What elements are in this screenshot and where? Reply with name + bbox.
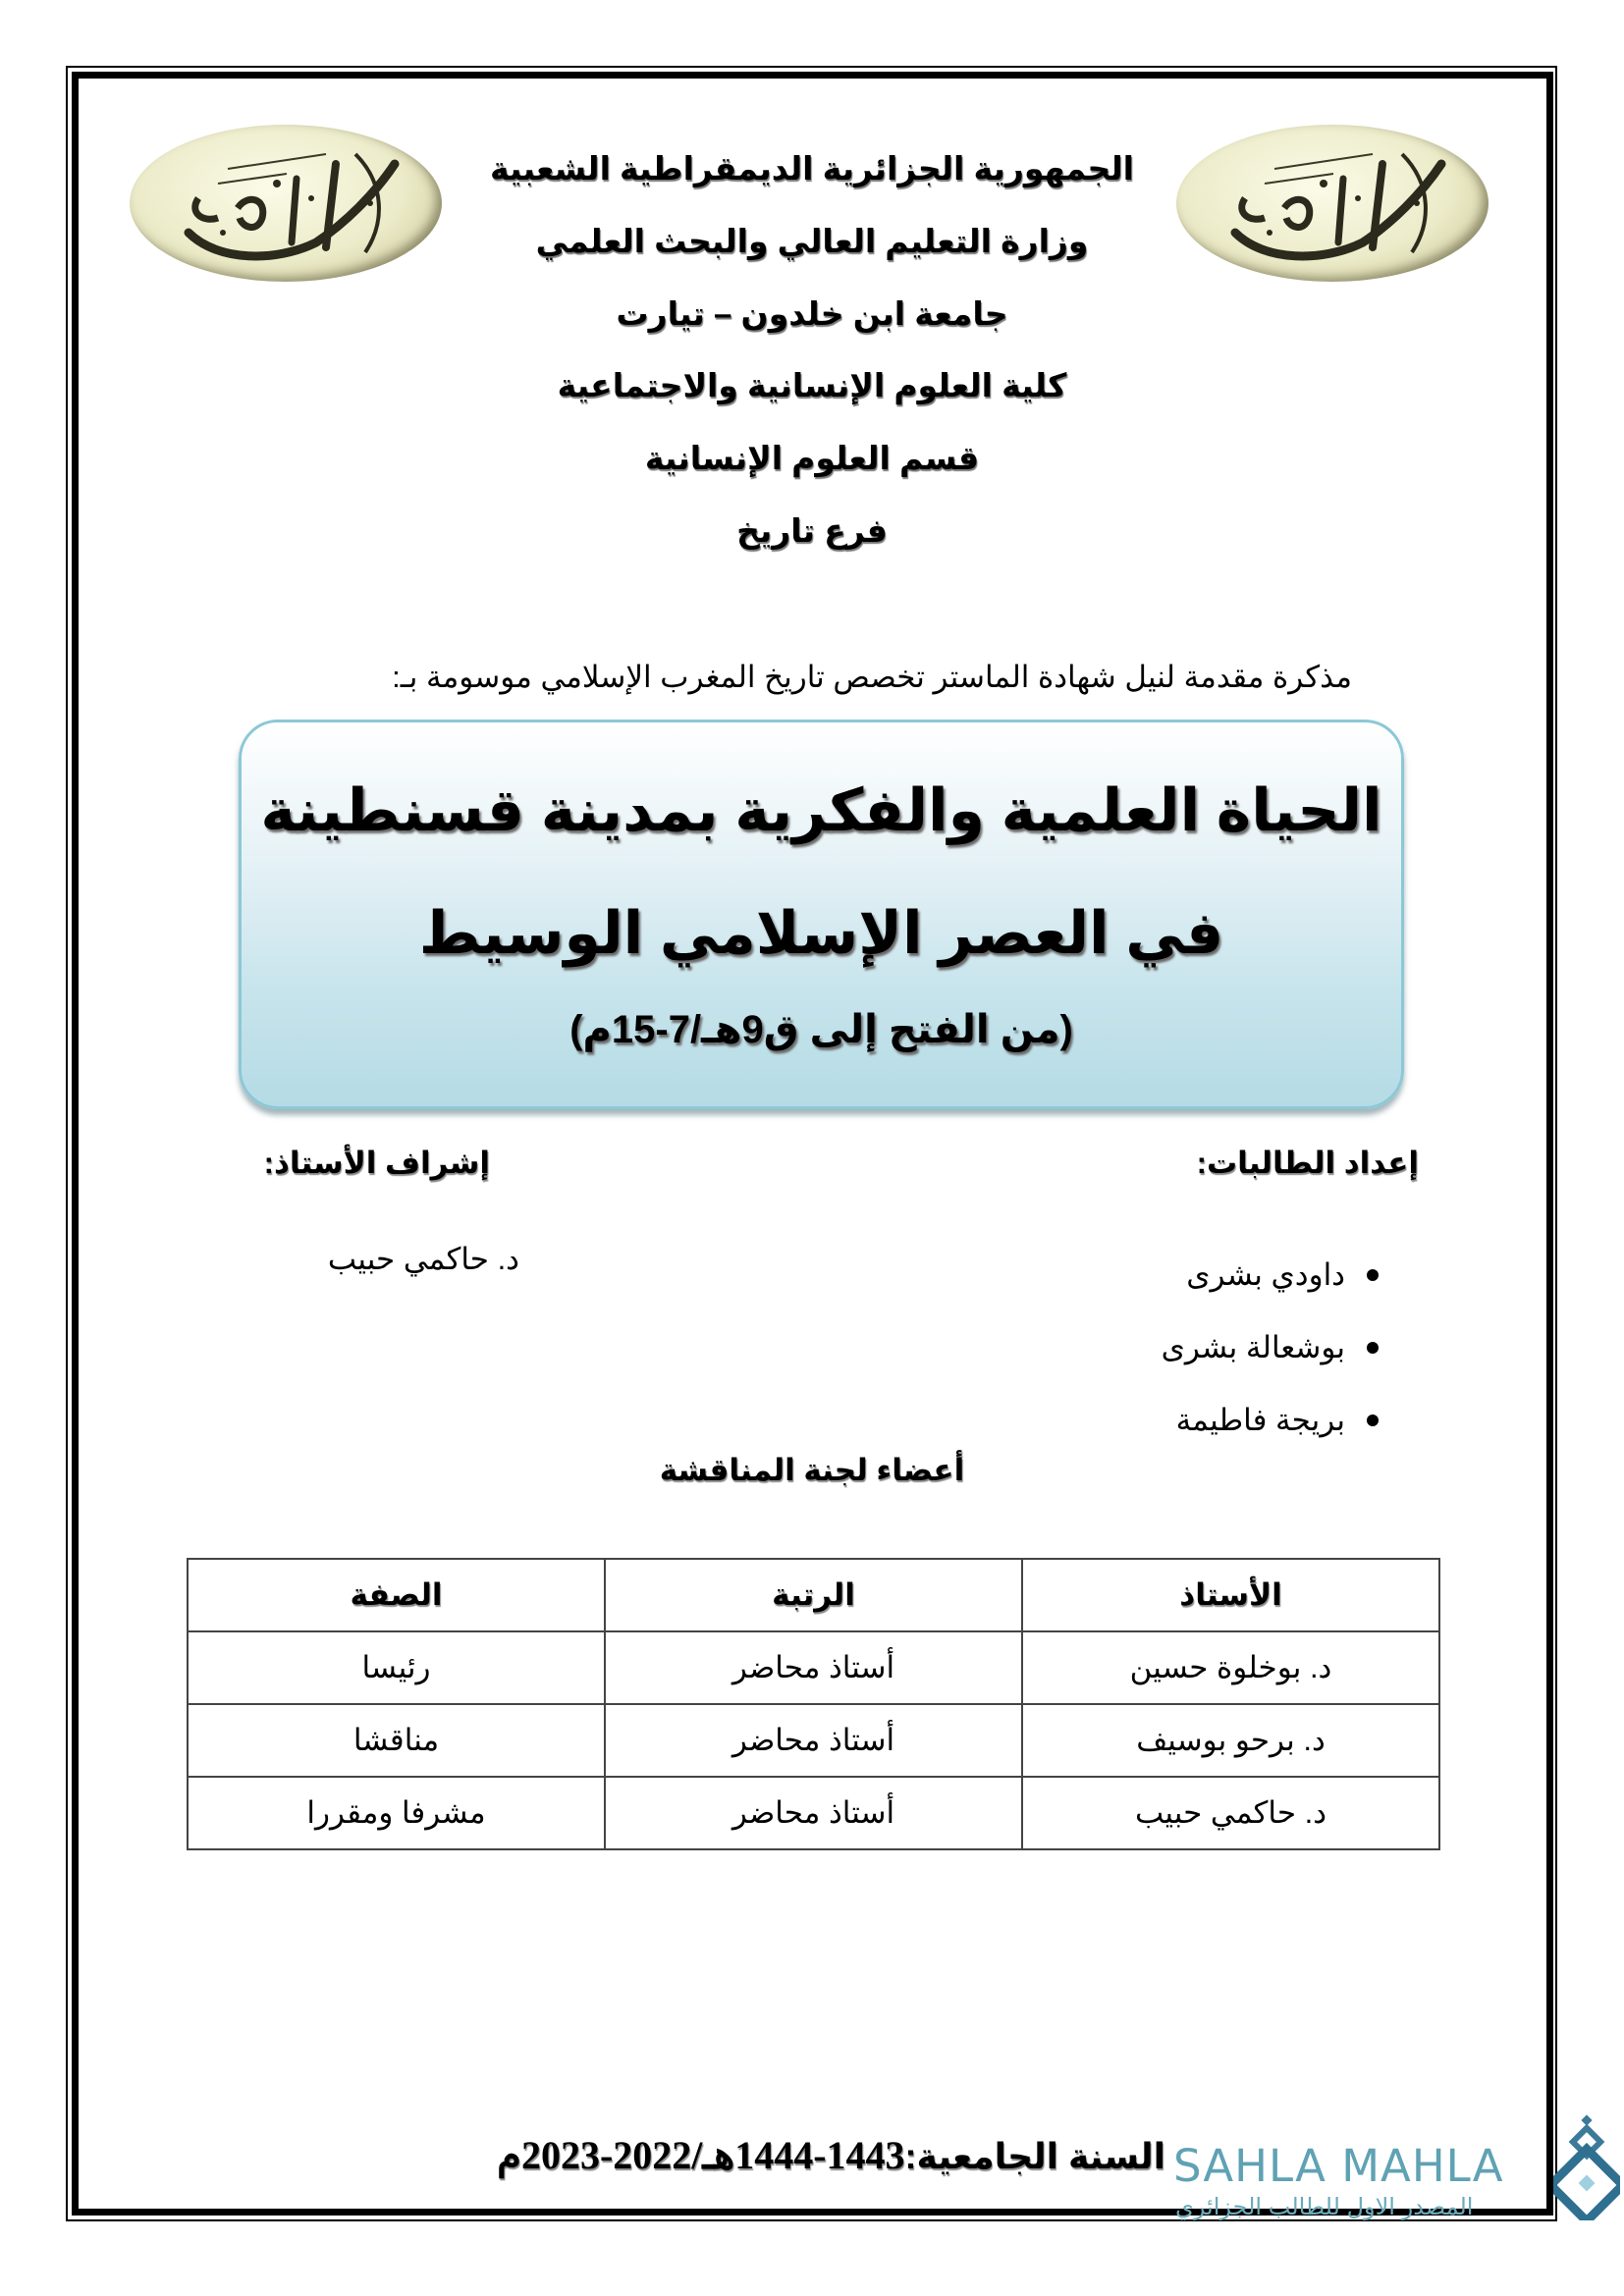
supervisor-name: د. حاكمي حبيب bbox=[327, 1242, 519, 1276]
sahla-mahla-watermark bbox=[1173, 2140, 1566, 2218]
table-row bbox=[188, 1704, 1439, 1777]
bullet-icon bbox=[1367, 1269, 1379, 1281]
cell-rank: أستاذ محاضر bbox=[605, 1631, 1022, 1704]
cell-professor: د. حاكمي حبيب bbox=[1022, 1777, 1439, 1849]
cell-professor: د. بوخلوة حسين bbox=[1022, 1631, 1439, 1704]
header-branch: فرع تاريخ bbox=[736, 512, 888, 549]
committee-table bbox=[187, 1558, 1440, 1850]
watermark-brand: SAHLA MAHLA bbox=[1173, 2140, 1504, 2192]
header-ministry: وزارة التعليم العالي والبحث العلمي bbox=[535, 223, 1089, 259]
bullet-icon bbox=[1367, 1342, 1379, 1354]
column-header-professor: الأستاذ bbox=[1022, 1559, 1439, 1631]
cell-role: رئيسا bbox=[188, 1631, 605, 1704]
student-name: بريجة فاطيمة bbox=[1175, 1403, 1345, 1437]
column-header-rank: الرتبة bbox=[605, 1559, 1022, 1631]
committee-title: أعضاء لجنة المناقشة bbox=[659, 1453, 965, 1487]
academic-year-value: 1443-1444هـ/2022-2023م bbox=[497, 2133, 905, 2177]
header-department: قسم العلوم الإنسانية bbox=[644, 440, 980, 476]
thesis-title-line-2: في العصر الإسلامي الوسيط bbox=[418, 900, 1224, 966]
academic-year-label: السنة الجامعية: bbox=[904, 2136, 1165, 2176]
thesis-title-box bbox=[239, 720, 1404, 1109]
student-name: داودي بشرى bbox=[1186, 1257, 1345, 1292]
table-header-row bbox=[188, 1559, 1439, 1631]
cell-rank: أستاذ محاضر bbox=[605, 1777, 1022, 1849]
cell-professor: د. برحو بوسيف bbox=[1022, 1704, 1439, 1777]
supervisor-label: إشراف الأستاذ: bbox=[263, 1146, 490, 1180]
header-republic: الجمهورية الجزائرية الديمقراطية الشعبية bbox=[490, 150, 1134, 187]
table-row bbox=[188, 1777, 1439, 1849]
cell-role: مناقشا bbox=[188, 1704, 605, 1777]
sahla-mahla-logo-icon bbox=[1553, 2112, 1620, 2220]
column-header-role: الصفة bbox=[188, 1559, 605, 1631]
header-university: جامعة ابن خلدون – تيارت bbox=[616, 295, 1008, 332]
thesis-title-period: (من الفتح إلى ق9هـ/7-15م) bbox=[569, 1008, 1073, 1051]
academic-year bbox=[497, 2132, 1165, 2178]
cell-rank: أستاذ محاضر bbox=[605, 1704, 1022, 1777]
thesis-title-line-1: الحياة العلمية والفكرية بمدينة قسنطينة bbox=[260, 777, 1382, 843]
students-label: إعداد الطالبات: bbox=[1196, 1146, 1419, 1180]
list-item bbox=[1162, 1311, 1379, 1384]
list-item bbox=[1162, 1239, 1379, 1311]
bullet-icon bbox=[1367, 1415, 1379, 1426]
header-faculty: كلية العلوم الإنسانية والاجتماعية bbox=[557, 367, 1067, 403]
table-row bbox=[188, 1631, 1439, 1704]
students-list bbox=[1162, 1239, 1379, 1457]
watermark-tagline: المصدر الاول للطالب الجزائري bbox=[1175, 2194, 1474, 2220]
cell-role: مشرفا ومقررا bbox=[188, 1777, 605, 1849]
thesis-subtitle: مذكرة مقدمة لنيل شهادة الماستر تخصص تاريخ المغرب الإسلامي موسومة بـ: bbox=[392, 660, 1352, 694]
list-item bbox=[1162, 1384, 1379, 1457]
student-name: بوشعالة بشرى bbox=[1161, 1330, 1345, 1364]
